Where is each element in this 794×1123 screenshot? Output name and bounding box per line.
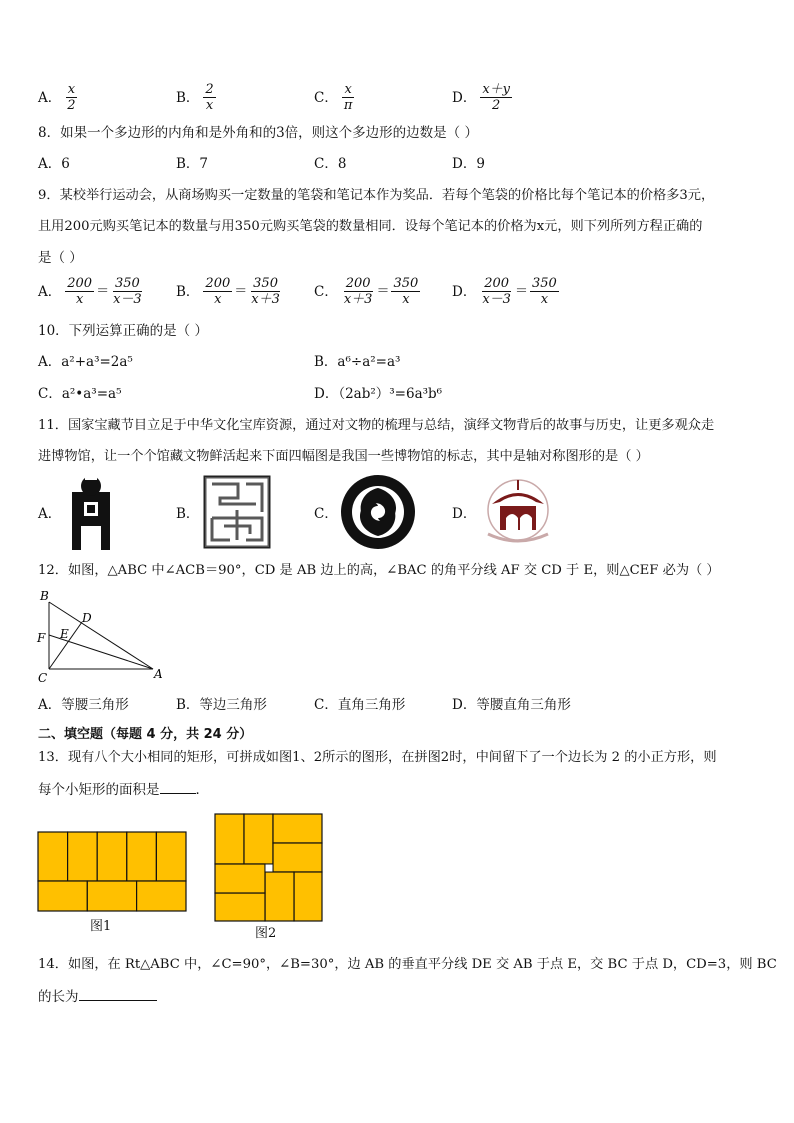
option-letter: D． xyxy=(452,89,477,106)
fig-label-f: F xyxy=(37,631,46,645)
fig-label-e: E xyxy=(60,627,69,641)
q13-text-end: ． xyxy=(195,782,209,798)
q8-option-b: B．7 xyxy=(176,156,209,172)
q11-option-b: B． xyxy=(176,506,200,522)
denominator: x＋3 xyxy=(251,292,280,307)
denominator: x xyxy=(75,292,84,307)
q10-option-d: D．（2ab²）³=6a³b⁶ xyxy=(314,386,443,402)
denominator: 2 xyxy=(67,98,76,113)
equals-sign: ＝ xyxy=(96,283,110,299)
equals-sign: ＝ xyxy=(514,283,528,299)
museum-logo-a-icon xyxy=(66,474,116,550)
q10-option-c: C．a²•a³=a⁵ xyxy=(38,386,122,402)
fraction xyxy=(342,82,355,113)
option-letter: A． xyxy=(38,283,62,300)
fig-label-d: D xyxy=(82,611,92,625)
q8-option-c: C．8 xyxy=(314,156,347,172)
fig-label-b: B xyxy=(40,589,49,603)
museum-logo-b-icon xyxy=(202,474,272,550)
denominator: x－3 xyxy=(482,292,511,307)
numerator: 200 xyxy=(345,276,371,291)
q11-line-2: 进博物馆，让一个个馆藏文物鲜活起来下面四幅图是我国一些博物馆的标志，其中是轴对称图形的是（ ） xyxy=(38,449,649,464)
q12-option-b: B．等边三角形 xyxy=(176,697,267,713)
q9-line-3: 是（ ） xyxy=(38,250,83,266)
museum-logo-d-icon xyxy=(478,474,558,550)
q14-line-2 xyxy=(38,986,157,1007)
q12-triangle-figure xyxy=(34,586,168,686)
q11-option-c: C． xyxy=(314,506,338,522)
numerator: 200 xyxy=(67,276,93,291)
option-letter: B． xyxy=(176,283,200,300)
q13-line-2 xyxy=(38,779,209,800)
numerator: 350 xyxy=(114,276,140,291)
numerator: 350 xyxy=(393,276,419,291)
q13-figure-1 xyxy=(37,831,187,913)
fig-label-a: A xyxy=(154,667,163,681)
fraction-right xyxy=(530,276,559,307)
q14-text: 的长为 xyxy=(38,989,79,1005)
option-letter: A． xyxy=(38,89,62,106)
fraction-right xyxy=(391,276,420,307)
numerator: 2 xyxy=(205,82,214,97)
denominator: x－3 xyxy=(113,292,142,307)
q9-line-2: 且用200元购买笔记本的数量与用350元购买笔袋的数量相同．设每个笔记本的价格为x元，则下列所列方程正确的 xyxy=(38,219,703,234)
q10-option-a: A．a²+a³=2a⁵ xyxy=(38,354,133,370)
option-letter: B． xyxy=(176,89,200,106)
q12-option-a: A．等腰三角形 xyxy=(38,697,129,713)
q10-stem: 10．下列运算正确的是（ ） xyxy=(38,323,208,339)
q9-option-b xyxy=(176,276,282,307)
q13-figure-2 xyxy=(214,813,324,923)
q11-line-1: 11．国家宝藏节目立足于中华文化宝库资源，通过对文物的梳理与总结，演绎文物背后的故事与历史，让更多观众走 xyxy=(38,418,715,433)
q12-stem: 12．如图，△ABC 中∠ACB＝90°，CD 是 AB 边上的高，∠BAC 的角平分线 AF 交 CD 于 E，则△CEF 必为（ ） xyxy=(38,563,720,578)
q14-answer-blank[interactable] xyxy=(79,986,157,1001)
q9-line-1: 9．某校举行运动会，从商场购买一定数量的笔袋和笔记本作为奖品．若每个笔袋的价格比每个笔记本的价格多3元， xyxy=(38,188,715,203)
fig-label-c: C xyxy=(38,671,48,685)
section-2-title: 二、填空题（每题 4 分，共 24 分） xyxy=(38,727,253,742)
q10-option-b: B．a⁶÷a²=a³ xyxy=(314,354,401,370)
q7-option-c xyxy=(314,82,354,113)
q11-option-a: A． xyxy=(38,506,62,522)
q13-text: 每个小矩形的面积是 xyxy=(38,782,160,798)
q13-line-1: 13．现有八个大小相同的矩形，可拼成如图1、2所示的图形，在拼图2时，中间留下了一个边长为 2 的小正方形，则 xyxy=(38,750,717,765)
equals-sign: ＝ xyxy=(234,283,248,299)
q13-answer-blank[interactable] xyxy=(160,779,196,794)
q8-stem: 8．如果一个多边形的内角和是外角和的3倍，则这个多边形的边数是（ ） xyxy=(38,125,478,141)
fig1-label: 图1 xyxy=(90,919,112,934)
fraction-right xyxy=(249,276,282,307)
denominator: x xyxy=(402,292,410,307)
equals-sign: ＝ xyxy=(376,283,390,299)
fraction xyxy=(203,82,215,113)
denominator: x xyxy=(214,292,222,307)
fraction-left xyxy=(480,276,513,307)
numerator: 200 xyxy=(484,276,510,291)
fraction-left xyxy=(65,276,94,307)
numerator: 350 xyxy=(531,276,557,291)
numerator: x＋y xyxy=(482,82,511,97)
denominator: x＋3 xyxy=(343,292,373,307)
denominator: x xyxy=(205,98,214,113)
q9-option-a xyxy=(38,276,144,307)
fraction-right xyxy=(111,276,144,307)
q14-line-1: 14．如图，在 Rt△ABC 中，∠C=90°，∠B=30°，边 AB 的垂直平分线 DE 交 AB 于点 E，交 BC 于点 D，CD=3，则 BC xyxy=(38,957,777,972)
fraction xyxy=(480,82,512,113)
denominator: π xyxy=(343,98,353,113)
numerator: 200 xyxy=(205,276,231,291)
denominator: 2 xyxy=(492,98,501,113)
q7-option-b xyxy=(176,82,216,113)
q9-option-c xyxy=(314,276,420,307)
q8-option-a: A．6 xyxy=(38,156,70,172)
option-letter: C． xyxy=(314,283,338,300)
q7-option-d xyxy=(452,82,512,113)
q9-option-d xyxy=(452,276,559,307)
q11-option-d: D． xyxy=(452,506,477,522)
q8-option-d: D．9 xyxy=(452,156,485,172)
museum-logo-c-icon xyxy=(340,474,416,550)
q12-option-c: C．直角三角形 xyxy=(314,697,406,713)
q7-option-a xyxy=(38,82,78,113)
denominator: x xyxy=(540,292,549,307)
fraction-left xyxy=(342,276,375,307)
option-letter: C． xyxy=(314,89,338,106)
option-letter: D． xyxy=(452,283,477,300)
fraction-left xyxy=(203,276,232,307)
fig2-label: 图2 xyxy=(255,926,277,941)
numerator: x xyxy=(344,82,352,97)
q12-option-d: D．等腰直角三角形 xyxy=(452,697,571,713)
numerator: x xyxy=(67,82,76,97)
fraction xyxy=(65,82,77,113)
numerator: 350 xyxy=(253,276,278,291)
